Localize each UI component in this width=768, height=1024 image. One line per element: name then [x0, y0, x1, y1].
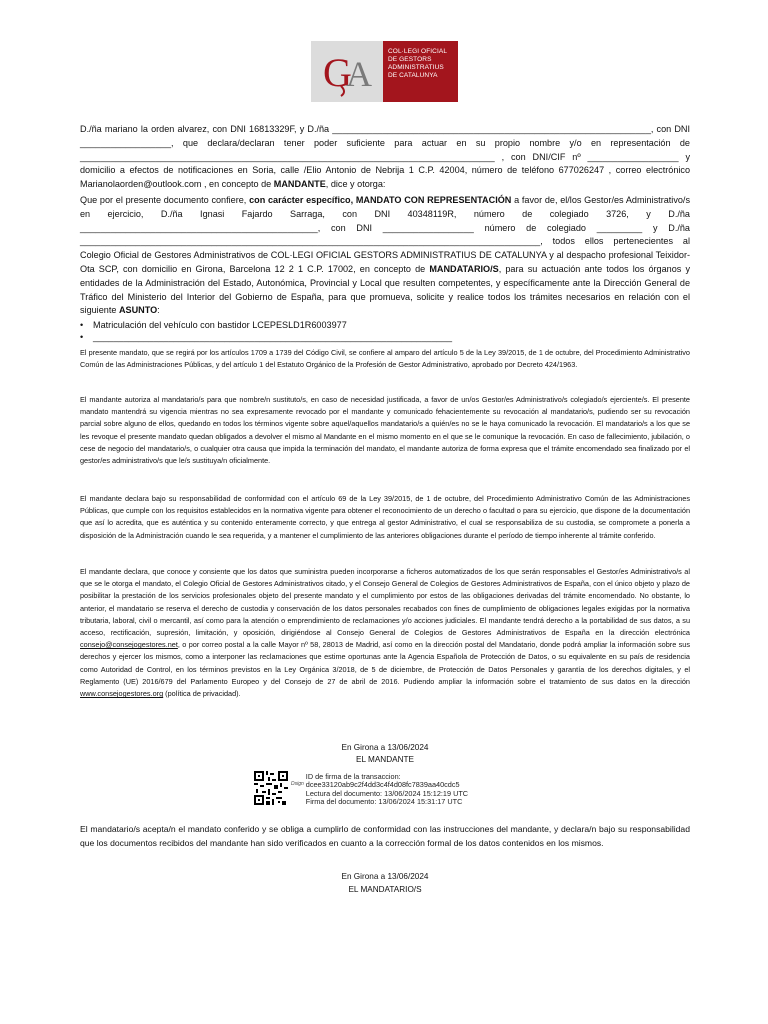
mandato-text-2: a favor de, el/los Gestor/es Administrativo/s en ejercicio, D./ña Ignasi Fajardo Sarraga, con DNI 40348119R, número de colegiado 3726, y D./ña _______________________________________________, con DNI __________________ número de colegiado _________ y D./ña ___________________________________________________________________________________________, todos ellos pertenecientes al Colegio Oficial de Gestores Administrativos de COL·LEGI OFICIAL GESTORS ADMINISTRATIUS DE CATALUNYA y al despacho profesional Teixidor-Ota SCP, con domicilio en Girona, Barcelona 12 2 1 C.P. 17002, en concepto de	[80, 195, 690, 274]
logo-emblem-icon	[311, 41, 383, 102]
logo-line: COL·LEGI OFICIAL	[388, 48, 448, 55]
asunto-label: ASUNTO	[118, 305, 158, 316]
signature-line: dcee33120ab9c2f4dd3c4f4d08fc7839aa40cdc5	[305, 780, 460, 790]
logo-text-block	[383, 41, 458, 102]
signature-line: Firma del documento: 13/06/2024 15:31:17 UTC	[305, 796, 463, 806]
list-item: • _______________________________________________________________________	[80, 331, 690, 343]
list-item: • Matriculación del vehículo con bastidor LCEPESLD1R6003977	[80, 319, 690, 331]
data-protection-text-end: (política de privacidad).	[163, 689, 241, 699]
logo-line: ADMINISTRATIUS	[388, 64, 444, 71]
mandante-text-end: , dice y otorga:	[325, 179, 386, 190]
college-logo	[311, 41, 458, 102]
legal-paragraph-substitution: El mandante autoriza al mandatario/s para que nombre/n sustituto/s, en caso de necesidad justificada, a favor de un/os Gestor/es Administrativo/s colegiado/s ejerciente/s. El presente mandato mantendrá su vigencia mientras no sea expresamente revocado por el mandante y comunicado fehacientemente su revocación al mandatario/s, pudiendo ser su revocación parcial sobre alguno de ellos, quedando en todos los términos vigente sobre aquel/aquellos mandatario/s a quién/es no se le haya comunicado la revocación. El mandatario/s a los que se les revoque el presente mandato quedan obligados a devolver el mismo al Mandante en el mismo momento en el que se le comunique la revocación. En caso de fallecimiento, jubilación, o cese de negocio del mandatario/s, o cualquier otra causa que impida la terminación del mandato, el mandante autoriza de forma expresa que el trámite encomendado sea finalizado por el gestor/es administrativo/s que le/s sustituya/n oficialmente.	[80, 395, 690, 466]
mandatario-role: MANDATARIO/S	[429, 263, 499, 274]
mandante-place-date: En Girona a 13/06/2024	[341, 743, 429, 752]
asunto-list	[80, 319, 690, 343]
mandato-type: con carácter específico, MANDATO CON REPRESENTACIÓN	[249, 195, 512, 205]
signature-details	[306, 773, 468, 806]
legal-paragraph-civil-code: El presente mandato, que se regirá por los artículos 1709 a 1739 del Código Civil, se confiere al amparo del artículo 5 de la Ley 39/2015, de 1 de octubre, del Procedimiento Administrativo Común de las Administraciones Públicas, y del artículo 1 del Estatuto Orgánico de la Profesión de Gestor Administrativo, aprobado por Decreto 424/1963.	[80, 348, 690, 370]
mandante-signature-label: EL MANDANTE	[356, 755, 414, 764]
email-link[interactable]: consejo@consejogestores.net	[80, 640, 178, 650]
data-protection-text-2: , o por correo postal a la calle Mayor nº 58, 28013 de Madrid, así como en la dirección postal del Mandatario, donde podrá ampliar la información sobre sus derechos y ejercer los mismos, como a interponer las reclamaciones que estime oportunas ante la Agencia Española de Protección de Datos, o su equivalente en su país de residencia como Autoridad de Control, en los términos previstos en la Ley Orgánica 3/2018, de 5 de diciembre, de Protección de Datos Personales y garantía de los derechos digitales, y el Reglamento (UE) 2016/679 del Parlamento Europeo y del Consejo de 27 de abril de 2016. Pudiendo ampliar la información sobre el tratamiento de sus datos en la dirección	[80, 640, 690, 686]
website-link[interactable]: www.consejogestores.org	[80, 689, 164, 699]
logo-line: DE CATALUNYA	[388, 72, 438, 79]
acceptance-paragraph: El mandatario/s acepta/n el mandato conferido y se obliga a cumplirlo de conformidad con las instrucciones del mandante, y declara/n bajo su responsabilidad que los documentos recibidos del mandante han sido verificados en cuanto a la corrección formal de los datos contenidos en los mismos.	[80, 824, 690, 848]
mandante-paragraph	[80, 123, 690, 192]
qr-code-icon	[254, 771, 288, 805]
mandato-paragraph	[80, 194, 690, 318]
svg-text:G: G	[323, 49, 352, 95]
mandato-text: Que por el presente documento confiere,	[80, 195, 250, 205]
signature-brand: Dsign	[291, 781, 304, 787]
data-protection-text: El mandante declara, que conoce y consiente que los datos que suministra pueden incorporarse a ficheros automatizados de los que serán responsables el Gestor/es Administrativo/s al que se le otorga el mandato, el Colegio Oficial de Gestores Administrativos citado, y el Consejo General de Colegios de Gestores Administrativos de España, con el único objeto y plazo de posibilitar la prestación de los servicios profesionales objeto del presente mandato y el cumplimiento por estos de las obligaciones derivadas del trámite encomendado. No obstante, lo anterior, el mandatario se reserva el derecho de custodia y conservación de los datos personales recabados con fines de cumplimiento de obligaciones legales exigidas por la normativa tributaria, laboral, civil o mercantil, así como para la atención o emprendimiento de reclamaciones y/o acciones judiciales. El mandante tendrá derecho a la portabilidad de sus datos, a su acceso, rectificación, supresión, limitación, y oposición, dirigiéndose al Consejo General de Colegios de Gestores Administrativos de España en la dirección electrónica	[80, 567, 690, 638]
signature-line: Lectura del documento: 13/06/2024 15:12:19 UTC	[305, 788, 469, 798]
mandatario-place-date: En Girona a 13/06/2024	[341, 872, 429, 881]
legal-paragraph-responsibility: El mandante declara bajo su responsabilidad de conformidad con el artículo 69 de la Ley 39/2015, de 1 de octubre, del Procedimiento Administrativo Común de las Administraciones Públicas, que cumple con los requisitos establecidos en la normativa vigente para obtener el reconocimiento de un derecho o facultad o para su ejercicio, que dispone de la documentación que así lo acredita, que es auténtica y su contenido enteramente correcto, y que entrega al gestor Administrativo, el cual se responsabiliza de su custodia, se compromete a ponerla a disposición de la Administración cuando le sea requerida, y a mantener el cumplimiento de las anteriores obligaciones durante el período de tiempo inherente al trámite conferido.	[80, 494, 690, 540]
digital-signature	[254, 771, 468, 806]
logo-line: DE GESTORS	[388, 56, 432, 63]
legal-paragraph-data-protection	[80, 566, 690, 700]
mandato-text-3: , para su actuación ante todos los órganos y entidades de la Administración del Estado, Autonómica, Provincial y Local que resulten competentes, y específicamente ante la Dirección General de Tráfico del Ministerio del Interior del Gobierno de España, para que promueva, solicite y realice todos los trámites necesarios en relación con el siguiente	[80, 263, 691, 316]
signature-line: ID de firma de la transaccion:	[305, 772, 401, 781]
mandante-text: D./ña mariano la orden alvarez, con DNI 16813329F, y D./ña _______________________________________________________________, con DNI __________________, que declara/declaran tener poder suficiente para actuar en su propio nombre y/o en representación de __________________________________________________________________________________ , con DNI/CIF nº __________________ y domicilio a efectos de notificaciones en Soria, calle /Elio Antonio de Nebrija 1 C.P. 42004, número de teléfono 677026247 , correo electrónico Marianolaorden@outlook.com , en concepto de	[80, 124, 690, 190]
mandato-text-end: :	[157, 305, 160, 316]
svg-text:A: A	[346, 53, 372, 94]
mandatario-signature-label: EL MANDATARIO/S	[348, 885, 422, 894]
mandante-role: MANDANTE	[273, 179, 326, 190]
